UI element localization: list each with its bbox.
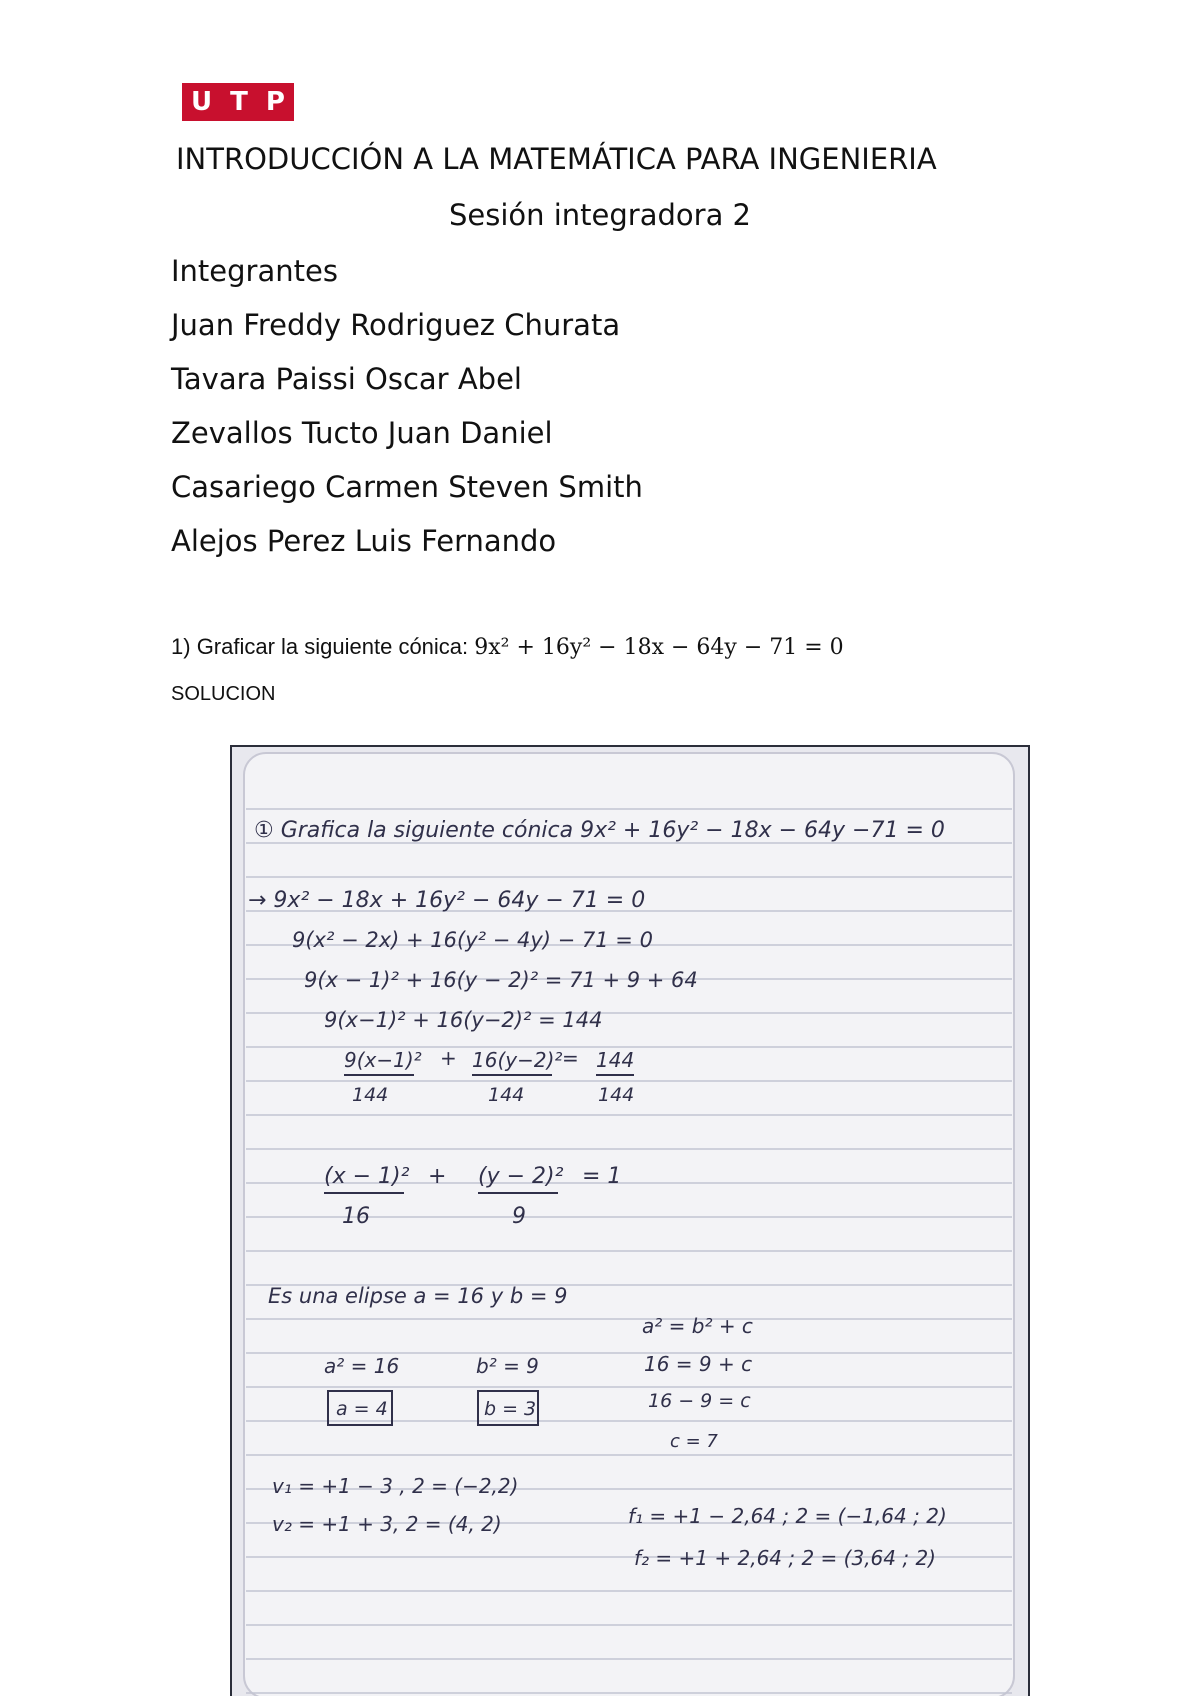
hw-fraction-denominator: 144 xyxy=(352,1084,389,1106)
solution-label: SOLUCION xyxy=(171,683,276,705)
hw-fraction-denominator: 9 xyxy=(512,1204,526,1229)
hw-vertex: v₁ = +1 − 3 , 2 = (−2,2) xyxy=(272,1474,519,1498)
hw-step: 9(x−1)² + 16(y−2)² = 144 xyxy=(324,1008,603,1032)
hw-fraction-denominator: 16 xyxy=(342,1204,370,1229)
hw-vertex: v₂ = +1 + 3, 2 = (4, 2) xyxy=(272,1512,502,1536)
problem-number: 1) xyxy=(171,634,191,659)
hw-ellipse-note: Es una elipse a = 16 y b = 9 xyxy=(268,1284,568,1308)
hw-operator: + xyxy=(428,1164,447,1189)
logo-letter: P xyxy=(265,87,285,117)
team-member: Juan Freddy Rodriguez Churata xyxy=(171,308,621,342)
hw-fraction-numerator: (x − 1)² xyxy=(324,1164,410,1189)
handwritten-solution-photo xyxy=(230,745,1030,1696)
hw-a-value: a = 4 xyxy=(336,1398,388,1420)
utp-logo xyxy=(182,83,294,121)
hw-step: 9(x² − 2x) + 16(y² − 4y) − 71 = 0 xyxy=(292,928,653,952)
team-heading: Integrantes xyxy=(171,254,338,288)
hw-operator: = xyxy=(562,1046,579,1070)
hw-fraction-denominator: 144 xyxy=(488,1084,525,1106)
team-member: Alejos Perez Luis Fernando xyxy=(171,524,557,558)
hw-b-squared: b² = 9 xyxy=(476,1354,539,1378)
team-member: Tavara Paissi Oscar Abel xyxy=(171,362,522,396)
session-title: Sesión integradora 2 xyxy=(448,198,752,232)
hw-c-step: 16 − 9 = c xyxy=(648,1390,751,1412)
problem-equation: 9x² + 16y² − 18x − 64y − 71 = 0 xyxy=(474,635,844,660)
hw-rhs: = 1 xyxy=(582,1164,622,1189)
hw-focus: f₂ = +1 + 2,64 ; 2 = (3,64 ; 2) xyxy=(634,1546,936,1570)
hw-fraction-numerator: 9(x−1)² xyxy=(344,1048,422,1072)
hw-fraction-denominator: 144 xyxy=(598,1084,635,1106)
hw-fraction-numerator: 16(y−2)² xyxy=(472,1048,563,1072)
team-member: Casariego Carmen Steven Smith xyxy=(171,470,643,504)
hw-c-step: 16 = 9 + c xyxy=(644,1352,753,1376)
hw-fraction-numerator: 144 xyxy=(596,1048,635,1072)
problem-statement xyxy=(171,634,844,660)
hw-c-step: a² = b² + c xyxy=(642,1314,753,1338)
hw-a-squared: a² = 16 xyxy=(324,1354,400,1378)
notebook-page xyxy=(232,747,1028,1696)
hw-b-value: b = 3 xyxy=(484,1398,537,1420)
hw-step: 9(x − 1)² + 16(y − 2)² = 71 + 9 + 64 xyxy=(304,968,698,992)
team-member: Zevallos Tucto Juan Daniel xyxy=(171,416,553,450)
problem-text: Graficar la siguiente cónica: xyxy=(196,634,469,659)
hw-focus: f₁ = +1 − 2,64 ; 2 = (−1,64 ; 2) xyxy=(628,1504,947,1528)
hw-fraction-numerator: (y − 2)² xyxy=(478,1164,564,1189)
course-title: INTRODUCCIÓN A LA MATEMÁTICA PARA INGENIERIA xyxy=(176,142,937,176)
hw-step: → 9x² − 18x + 16y² − 64y − 71 = 0 xyxy=(248,888,646,913)
hw-c-step: c = 7 xyxy=(670,1431,718,1452)
logo-letter: T xyxy=(230,87,248,117)
hw-operator: + xyxy=(440,1046,457,1070)
hw-title: ① Grafica la siguiente cónica 9x² + 16y² − 18x − 64y −71 = 0 xyxy=(254,818,945,843)
logo-letter: U xyxy=(191,87,213,117)
